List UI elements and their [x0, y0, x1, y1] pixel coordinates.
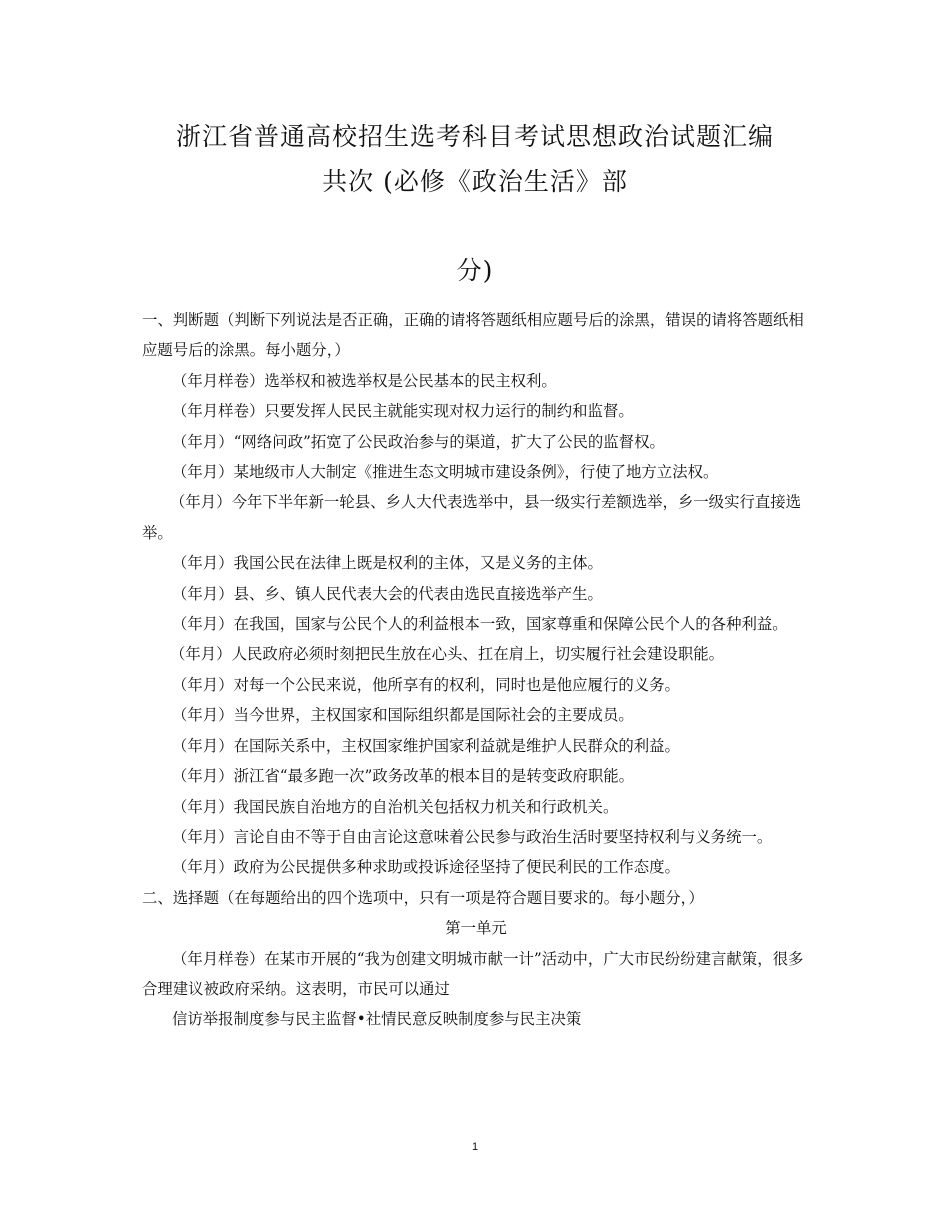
question-item: （年月）对每一个公民来说，他所享有的权利，同时也是他应履行的义务。	[172, 675, 680, 694]
question-item: （年月）言论自由不等于自由言论这意味着公民参与政治生活时要坚持权利与义务统一。	[172, 827, 773, 846]
document-title-line-3: 分)	[456, 256, 494, 285]
section-heading-judgment: 一、判断题（判断下列说法是否正确，正确的请将答题纸相应题号后的涂黑，错误的请将答题纸相应题号后的涂黑。每小题分，）	[142, 311, 804, 360]
question-item: （年月样卷）只要发挥人民民主就能实现对权力运行的制约和监督。	[172, 402, 634, 421]
section-heading-choice: 二、选择题（在每题给出的四个选项中，只有一项是符合题目要求的。每小题分，）	[142, 888, 704, 907]
document-title-line-2: 共次 (必修《政治生活》部	[322, 167, 628, 196]
question-item: （年月）今年下半年新一轮县、乡人大代表选举中，县一级实行差额选举，乡一级实行直接选举。	[142, 493, 802, 542]
page-number: 1	[471, 1141, 479, 1153]
question-item: （年月）在国际关系中，主权国家维护国家利益就是维护人民群众的利益。	[172, 736, 680, 755]
question-item: （年月）县、乡、镇人民代表大会的代表由选民直接选举产生。	[172, 584, 603, 603]
unit-heading: 第一单元	[445, 919, 507, 938]
question-item: （年月样卷）在某市开展的“我为创建文明城市献一计”活动中，广大市民纷纷建言献策，很多合理建议被政府采纳。这表明，市民可以通过	[142, 949, 804, 998]
question-item: （年月）我国民族自治地方的自治机关包括权力机关和行政机关。	[172, 797, 619, 816]
question-item: （年月）政府为公民提供多种求助或投诉途径坚持了便民利民的工作态度。	[172, 858, 680, 877]
document-body	[142, 305, 810, 1035]
question-item: （年月）在我国，国家与公民个人的利益根本一致，国家尊重和保障公民个人的各种利益。	[172, 615, 788, 634]
question-item: （年月）浙江省“最多跑一次”政务改革的根本目的是转变政府职能。	[172, 767, 635, 786]
question-item: （年月）当今世界，主权国家和国际组织都是国际社会的主要成员。	[172, 706, 634, 725]
question-item: （年月）“网络问政”拓宽了公民政治参与的渠道，扩大了公民的监督权。	[172, 432, 665, 451]
question-item: （年月）人民政府必须时刻把民生放在心头、扛在肩上，切实履行社会建设职能。	[170, 645, 725, 664]
question-item: （年月样卷）选举权和被选举权是公民基本的民主权利。	[172, 371, 557, 390]
answer-options: 信访举报制度参与民主监督•社情民意反映制度参与民主决策	[172, 1010, 582, 1029]
document-title-line-1: 浙江省普通高校招生选考科目考试思想政治试题汇编	[175, 122, 774, 151]
question-item: （年月）我国公民在法律上既是权利的主体，又是义务的主体。	[172, 554, 603, 573]
question-item: （年月）某地级市人大制定《推进生态文明城市建设条例》，行使了地方立法权。	[172, 463, 719, 482]
